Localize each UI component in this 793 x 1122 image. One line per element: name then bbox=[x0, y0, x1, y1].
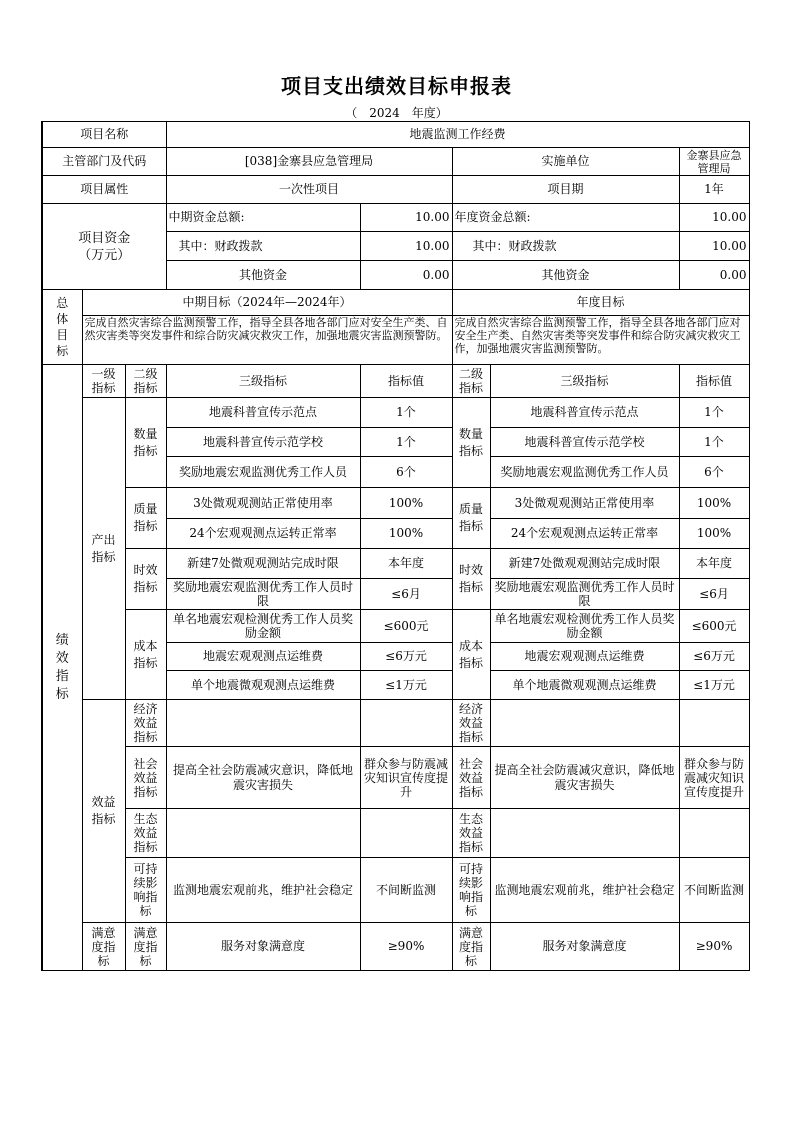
time-label: 时效 指标 bbox=[125, 549, 166, 610]
economic-mid bbox=[166, 700, 360, 747]
indicator-value: ≤600元 bbox=[360, 610, 452, 643]
economic-mid-value bbox=[360, 700, 452, 747]
social-label: 社会 效益 指标 bbox=[125, 747, 166, 809]
dept-label: 主管部门及代码 bbox=[42, 148, 166, 176]
eco-yr-value bbox=[679, 809, 749, 858]
l3-header-right: 三级指标 bbox=[490, 365, 679, 398]
indicator-row: 奖励地震宏观监测优秀工作人员时限 bbox=[490, 579, 679, 610]
mid-total-value: 10.00 bbox=[360, 204, 452, 232]
value-header-right: 指标值 bbox=[679, 365, 749, 398]
satisfaction-l2-label: 满意 度指 标 bbox=[125, 923, 166, 971]
indicator-value: ≤6万元 bbox=[360, 643, 452, 671]
indicator-value: 6个 bbox=[360, 457, 452, 488]
eco-yr bbox=[490, 809, 679, 858]
economic-yr bbox=[490, 700, 679, 747]
indicator-row: 奖励地震宏观监测优秀工作人员 bbox=[166, 457, 360, 488]
sustain-mid: 监测地震宏观前兆，维护社会稳定 bbox=[166, 858, 360, 923]
page-title: 项目支出绩效目标申报表 bbox=[281, 74, 512, 98]
project-name-value: 地震监测工作经费 bbox=[166, 122, 749, 148]
eco-mid bbox=[166, 809, 360, 858]
economic-label-right: 经济 效益 指标 bbox=[452, 700, 490, 747]
eco-mid-value bbox=[360, 809, 452, 858]
sustain-mid-value: 不间断监测 bbox=[360, 858, 452, 923]
sustain-yr: 监测地震宏观前兆，维护社会稳定 bbox=[490, 858, 679, 923]
year-total-label: 年度资金总额: bbox=[452, 204, 679, 232]
performance-table bbox=[41, 121, 750, 971]
quality-label-right: 质量 指标 bbox=[452, 488, 490, 549]
indicator-row: 单名地震宏观检测优秀工作人员奖励金额 bbox=[166, 610, 360, 643]
indicator-value: ≤6万元 bbox=[679, 643, 749, 671]
mid-fiscal-value: 10.00 bbox=[360, 232, 452, 261]
time-label-right: 时效 指标 bbox=[452, 549, 490, 610]
indicator-row: 奖励地震宏观监测优秀工作人员 bbox=[490, 457, 679, 488]
sustain-yr-value: 不间断监测 bbox=[679, 858, 749, 923]
indicator-row: 地震科普宣传示范学校 bbox=[490, 428, 679, 457]
indicator-row: 地震宏观观测点运维费 bbox=[490, 643, 679, 671]
indicator-value: 100% bbox=[679, 519, 749, 549]
mid-total-label: 中期资金总额: bbox=[166, 204, 360, 232]
sustain-label: 可持 续影 响指 标 bbox=[125, 858, 166, 923]
quantity-label: 数量 指标 bbox=[125, 398, 166, 488]
cost-label: 成本 指标 bbox=[125, 610, 166, 700]
mid-other-label: 其他资金 bbox=[166, 261, 360, 290]
mid-goal-header: 中期目标（2024年—2024年） bbox=[82, 290, 452, 316]
indicator-row: 单个地震微观观测点运维费 bbox=[166, 671, 360, 700]
attr-value: 一次性项目 bbox=[166, 176, 452, 204]
social-mid-value: 群众参与防震减灾知识宣传度提升 bbox=[360, 747, 452, 809]
attr-label: 项目属性 bbox=[42, 176, 166, 204]
funds-label: 项目资金 （万元） bbox=[42, 204, 166, 290]
indicator-row: 24个宏观观测点运转正常率 bbox=[166, 519, 360, 549]
indicator-value: 6个 bbox=[679, 457, 749, 488]
indicator-value: 100% bbox=[679, 488, 749, 519]
project-name-label: 项目名称 bbox=[42, 122, 166, 148]
benefit-indicators-label: 效益 指标 bbox=[82, 700, 125, 923]
period-label: 项目期 bbox=[452, 176, 679, 204]
indicator-value: 1个 bbox=[679, 398, 749, 428]
quality-label: 质量 指标 bbox=[125, 488, 166, 549]
indicator-value: 1个 bbox=[679, 428, 749, 457]
indicator-value: 100% bbox=[360, 488, 452, 519]
satisfaction-yr: 服务对象满意度 bbox=[490, 923, 679, 971]
mid-fiscal-label: 其中：财政拨款 bbox=[166, 232, 360, 261]
indicator-value: ≤6月 bbox=[360, 579, 452, 610]
economic-yr-value bbox=[679, 700, 749, 747]
social-yr: 提高全社会防震减灾意识，降低地震灾害损失 bbox=[490, 747, 679, 809]
eco-label: 生态 效益 指标 bbox=[125, 809, 166, 858]
indicator-row: 地震科普宣传示范点 bbox=[490, 398, 679, 428]
indicator-value: 本年度 bbox=[679, 549, 749, 579]
mid-other-value: 0.00 bbox=[360, 261, 452, 290]
indicator-value: 1个 bbox=[360, 398, 452, 428]
indicators-label: 绩 效 指 标 bbox=[42, 365, 82, 971]
indicator-row: 单个地震微观观测点运维费 bbox=[490, 671, 679, 700]
indicator-row: 24个宏观观测点运转正常率 bbox=[490, 519, 679, 549]
eco-label-right: 生态 效益 指标 bbox=[452, 809, 490, 858]
year-other-label: 其他资金 bbox=[452, 261, 679, 290]
indicator-value: ≤1万元 bbox=[679, 671, 749, 700]
satisfaction-l2-label-right: 满意 度指 标 bbox=[452, 923, 490, 971]
indicator-row: 新建7处微观观测站完成时限 bbox=[166, 549, 360, 579]
impl-label: 实施单位 bbox=[452, 148, 679, 176]
satisfaction-yr-value: ≥90% bbox=[679, 923, 749, 971]
satisfaction-mid: 服务对象满意度 bbox=[166, 923, 360, 971]
satisfaction-mid-value: ≥90% bbox=[360, 923, 452, 971]
indicator-row: 地震科普宣传示范学校 bbox=[166, 428, 360, 457]
sustain-label-right: 可持 续影 响指 标 bbox=[452, 858, 490, 923]
goals-label: 总 体 目 标 bbox=[42, 290, 82, 365]
dept-value: [038]金寨县应急管理局 bbox=[166, 148, 452, 176]
indicator-value: ≤600元 bbox=[679, 610, 749, 643]
mid-goal-text: 完成自然灾害综合监测预警工作，指导全县各地各部门应对安全生产类、自然灾害类等突发事件和综合防灾减灾救灾工作，加强地震灾害监测预警防。 bbox=[82, 316, 452, 365]
output-indicators-label: 产出 指标 bbox=[82, 398, 125, 700]
year-line: （ 2024 年度） bbox=[345, 106, 448, 120]
indicator-value: ≤1万元 bbox=[360, 671, 452, 700]
social-label-right: 社会 效益 指标 bbox=[452, 747, 490, 809]
year-total-value: 10.00 bbox=[679, 204, 749, 232]
year-fiscal-label: 其中：财政拨款 bbox=[452, 232, 679, 261]
social-mid: 提高全社会防震减灾意识，降低地震灾害损失 bbox=[166, 747, 360, 809]
value-header: 指标值 bbox=[360, 365, 452, 398]
indicator-value: ≤6月 bbox=[679, 579, 749, 610]
l1-header: 一级 指标 bbox=[82, 365, 125, 398]
indicator-row: 单名地震宏观检测优秀工作人员奖励金额 bbox=[490, 610, 679, 643]
indicator-row: 新建7处微观观测站完成时限 bbox=[490, 549, 679, 579]
impl-value: 金寨县应急管理局 bbox=[679, 148, 749, 176]
indicator-row: 3处微观观测站正常使用率 bbox=[490, 488, 679, 519]
year-other-value: 0.00 bbox=[679, 261, 749, 290]
satisfaction-l1-label: 满意 度指 标 bbox=[82, 923, 125, 971]
l2-header: 二级 指标 bbox=[125, 365, 166, 398]
indicator-row: 地震科普宣传示范点 bbox=[166, 398, 360, 428]
indicator-value: 100% bbox=[360, 519, 452, 549]
year-goal-header: 年度目标 bbox=[452, 290, 749, 316]
year-fiscal-value: 10.00 bbox=[679, 232, 749, 261]
quantity-label-right: 数量 指标 bbox=[452, 398, 490, 488]
indicator-value: 本年度 bbox=[360, 549, 452, 579]
year-goal-text: 完成自然灾害综合监测预警工作，指导全县各地各部门应对安全生产类、自然灾害类等突发事件和综合防灾减灾救灾工作，加强地震灾害监测预警防。 bbox=[452, 316, 749, 365]
social-yr-value: 群众参与防震减灾知识宣传度提升 bbox=[679, 747, 749, 809]
cost-label-right: 成本 指标 bbox=[452, 610, 490, 700]
economic-label: 经济 效益 指标 bbox=[125, 700, 166, 747]
indicator-row: 奖励地震宏观监测优秀工作人员时限 bbox=[166, 579, 360, 610]
l2-header-right: 二级 指标 bbox=[452, 365, 490, 398]
indicator-row: 3处微观观测站正常使用率 bbox=[166, 488, 360, 519]
period-value: 1年 bbox=[679, 176, 749, 204]
indicator-value: 1个 bbox=[360, 428, 452, 457]
indicator-row: 地震宏观观测点运维费 bbox=[166, 643, 360, 671]
l3-header: 三级指标 bbox=[166, 365, 360, 398]
